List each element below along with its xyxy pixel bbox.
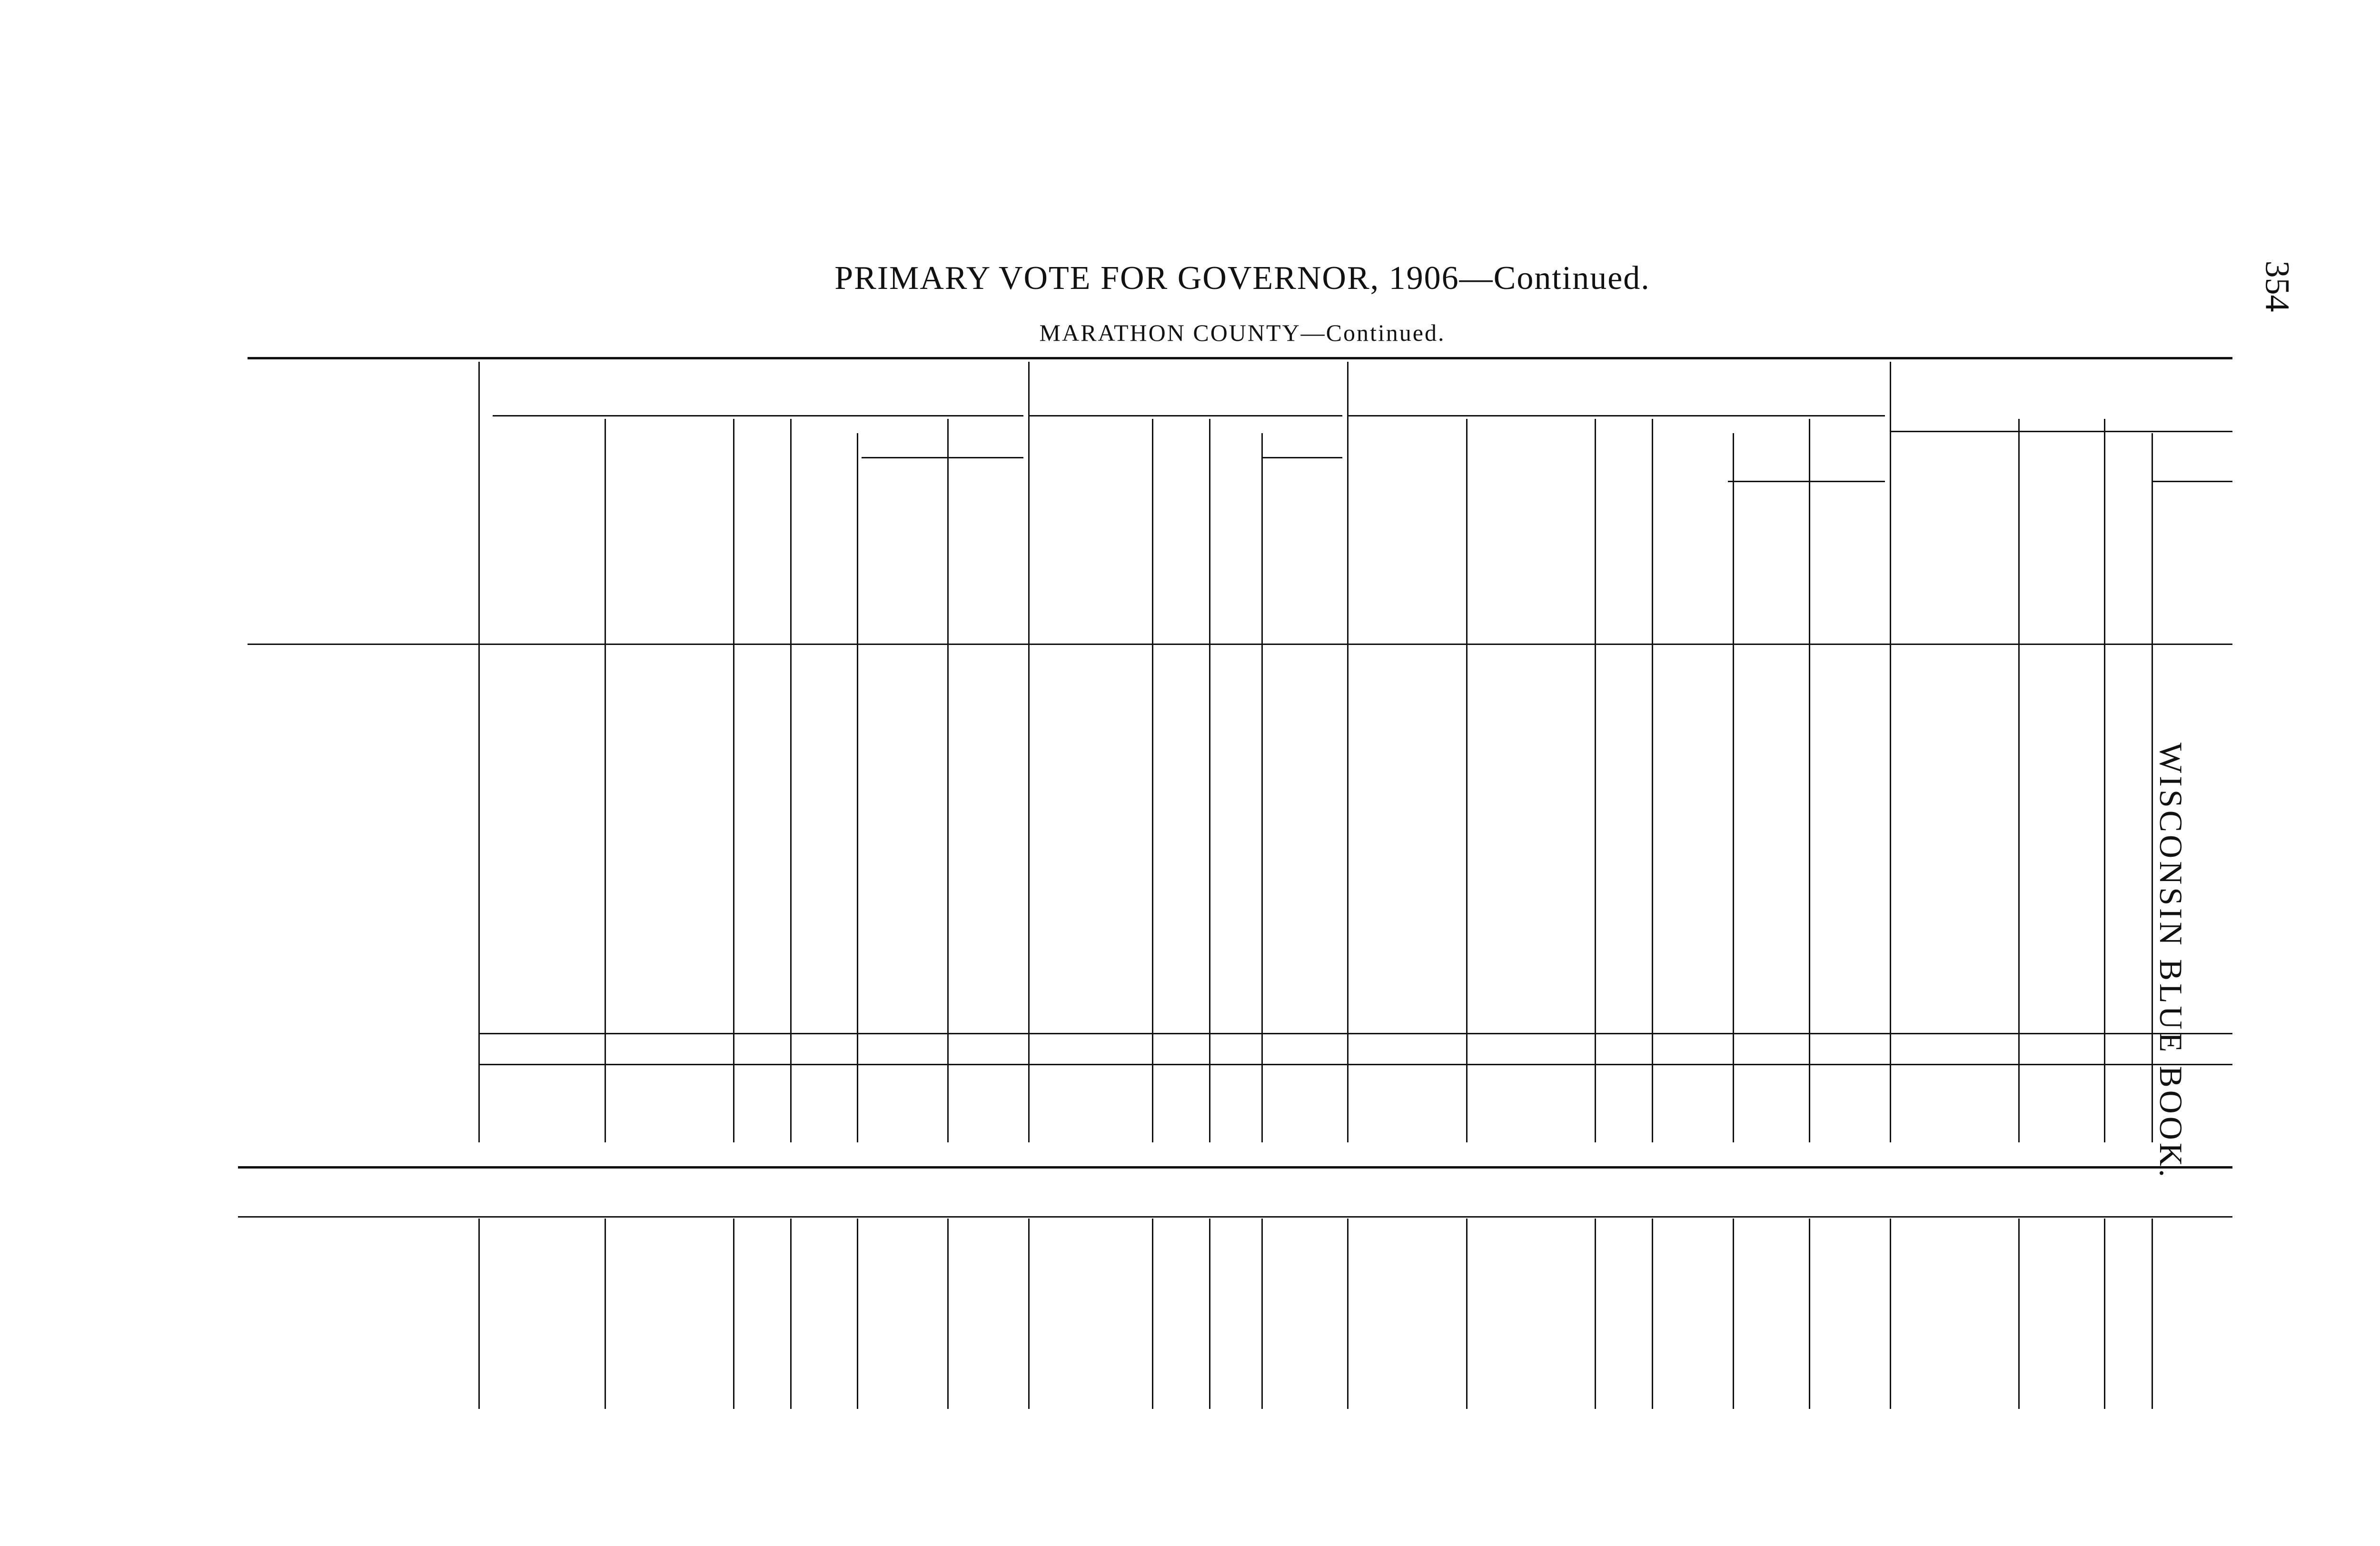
majority-underline [862, 457, 1023, 458]
column-divider [1466, 1219, 1468, 1409]
column-divider [605, 1219, 606, 1409]
column-divider [1652, 1219, 1653, 1409]
column-divider [1261, 1219, 1263, 1409]
column-divider [1152, 1219, 1153, 1409]
column-divider [2018, 1219, 2020, 1409]
county-subtitle: MARATHON COUNTY—Continued. [1039, 319, 1446, 346]
page-number: 354 [2258, 260, 2297, 312]
column-divider [1347, 362, 1349, 1142]
column-divider [947, 1219, 949, 1409]
header-bottom-rule [248, 644, 2232, 645]
section-rule [238, 1166, 2232, 1169]
party-underline [1347, 415, 1885, 416]
table-top-rule [248, 357, 2232, 359]
column-divider [2152, 433, 2153, 1142]
column-divider [790, 1219, 792, 1409]
column-divider [857, 1219, 858, 1409]
column-divider [478, 1219, 480, 1409]
majority-underline [1261, 457, 1342, 458]
party-underline [1028, 415, 1342, 416]
column-divider [1028, 362, 1030, 1142]
column-divider [733, 1219, 734, 1409]
book-title-side: WISCONSIN BLUE BOOK. [2153, 743, 2189, 1180]
party-underline [1890, 431, 2232, 432]
party-underline [493, 415, 1023, 416]
column-divider [2152, 1219, 2153, 1409]
column-divider [2104, 1219, 2105, 1409]
column-divider [1733, 433, 1734, 1142]
total-top-rule [478, 1033, 2232, 1034]
page-title: PRIMARY VOTE FOR GOVERNOR, 1906—Continued. [834, 260, 1650, 297]
column-divider [1261, 433, 1263, 1142]
column-divider [857, 433, 858, 1142]
column-divider [1890, 1219, 1891, 1409]
column-divider [1809, 1219, 1810, 1409]
column-divider [1595, 1219, 1596, 1409]
section-rule [238, 1216, 2232, 1218]
column-divider [1209, 1219, 1210, 1409]
total-bottom-rule [478, 1064, 2232, 1065]
column-divider [1890, 362, 1891, 1142]
column-divider [1347, 1219, 1349, 1409]
majority-underline [2152, 481, 2232, 482]
majority-underline [1728, 481, 1885, 482]
column-divider [1028, 1219, 1030, 1409]
column-divider [478, 362, 480, 1142]
column-divider [1733, 1219, 1734, 1409]
